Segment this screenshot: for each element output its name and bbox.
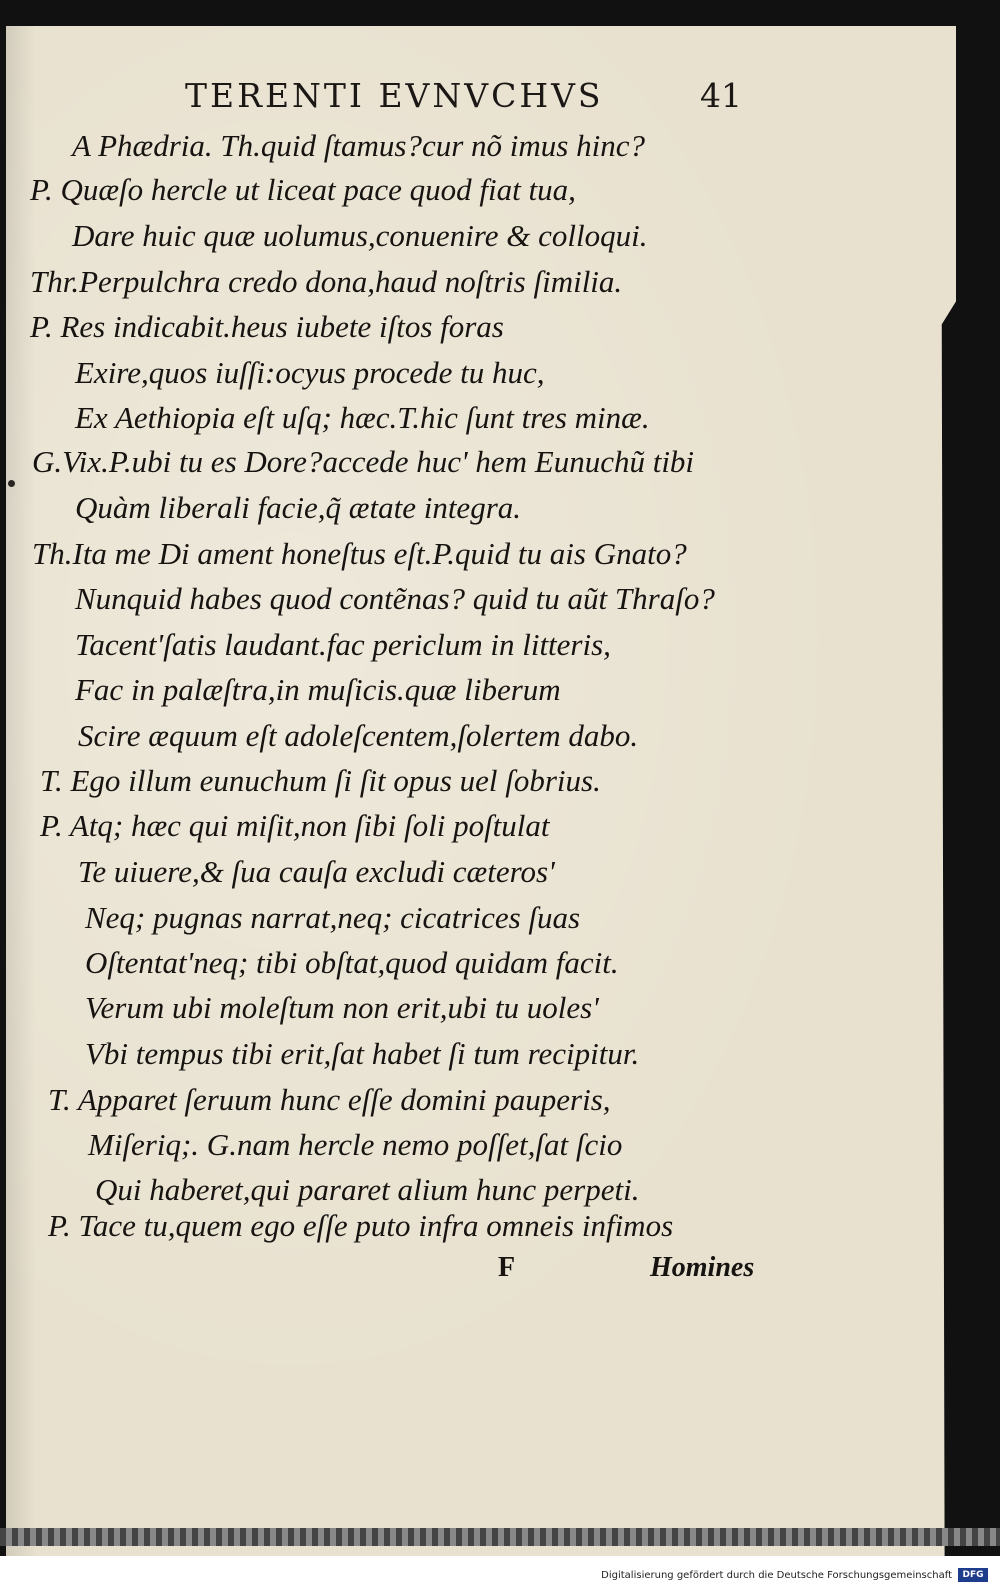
verse-line: Oſtentat'neq; tibi obſtat,quod quidam facit. [85, 945, 619, 980]
verse-line: P. Res indicabit.heus iubete iſtos foras [30, 309, 504, 344]
dfg-logo: DFG [958, 1568, 988, 1582]
verse-line: Qui haberet,qui pararet alium hunc perpeti. [95, 1172, 640, 1207]
catchword: Homines [650, 1252, 755, 1283]
verse-line: Fac in palæſtra,in muſicis.quæ liberum [75, 672, 561, 707]
running-title: TERENTI EVNVCHVS [185, 76, 604, 115]
verse-line: P. Quæſo hercle ut liceat pace quod fiat tua, [30, 172, 576, 207]
verse-line: Scire æquum eſt adoleſcentem,ſolertem dabo. [78, 718, 639, 753]
verse-line: Dare huic quæ uolumus,conuenire & colloqui. [72, 218, 648, 253]
verse-line: G.Vix.P.ubi tu es Dore?accede huc' hem Eunuchũ tibi [32, 444, 695, 479]
verse-line: P. Tace tu,quem ego eſſe puto infra omneis infimos [48, 1208, 674, 1243]
signature-mark: F [498, 1252, 516, 1283]
verse-line: P. Atq; hæc qui miſit,non ſibi ſoli poſtulat [40, 808, 550, 843]
verse-line: Exire,quos iuſſi:ocyus procede tu huc, [75, 355, 545, 390]
verse-line: Vbi tempus tibi erit,ſat habet ſi tum recipitur. [85, 1036, 640, 1071]
verse-line: Ex Aethiopia eſt uſq; hæc.T.hic ſunt tres minæ. [75, 400, 650, 435]
verse-line: Te uiuere,& ſua cauſa excludi cæteros' [78, 854, 555, 889]
verse-line: Thr.Perpulchra credo dona,haud noſtris ſimilia. [30, 264, 623, 299]
verse-line: Tacent'ſatis laudant.fac periclum in litteris, [75, 627, 611, 662]
page-edge-band [0, 1528, 1000, 1546]
verse-line: Nunquid habes quod contẽnas? quid tu aũt Thraſo? [75, 581, 715, 616]
verse-line: Neq; pugnas narrat,neq; cicatrices ſuas [85, 900, 581, 935]
footer-credit: Digitalisierung gefördert durch die Deutsche Forschungsgemeinschaft [601, 1570, 952, 1581]
page-number: 41 [700, 76, 742, 115]
verse-line: A Phædria. Th.quid ſtamus?cur nõ imus hinc? [72, 128, 645, 163]
verse-line: Verum ubi moleſtum non erit,ubi tu uoles' [85, 990, 599, 1025]
verse-line: Miſeriq;. G.nam hercle nemo poſſet,ſat ſcio [88, 1127, 623, 1162]
verse-line: T. Ego illum eunuchum ſi ſit opus uel ſobrius. [40, 763, 601, 798]
verse-line: Th.Ita me Di ament honeſtus eſt.P.quid tu ais Gnato? [32, 536, 687, 571]
verse-line: Quàm liberali facie,q̃ ætate integra. [75, 490, 522, 525]
margin-mark [8, 480, 15, 487]
verse-line: T. Apparet ſeruum hunc eſſe domini pauperis, [48, 1082, 611, 1117]
